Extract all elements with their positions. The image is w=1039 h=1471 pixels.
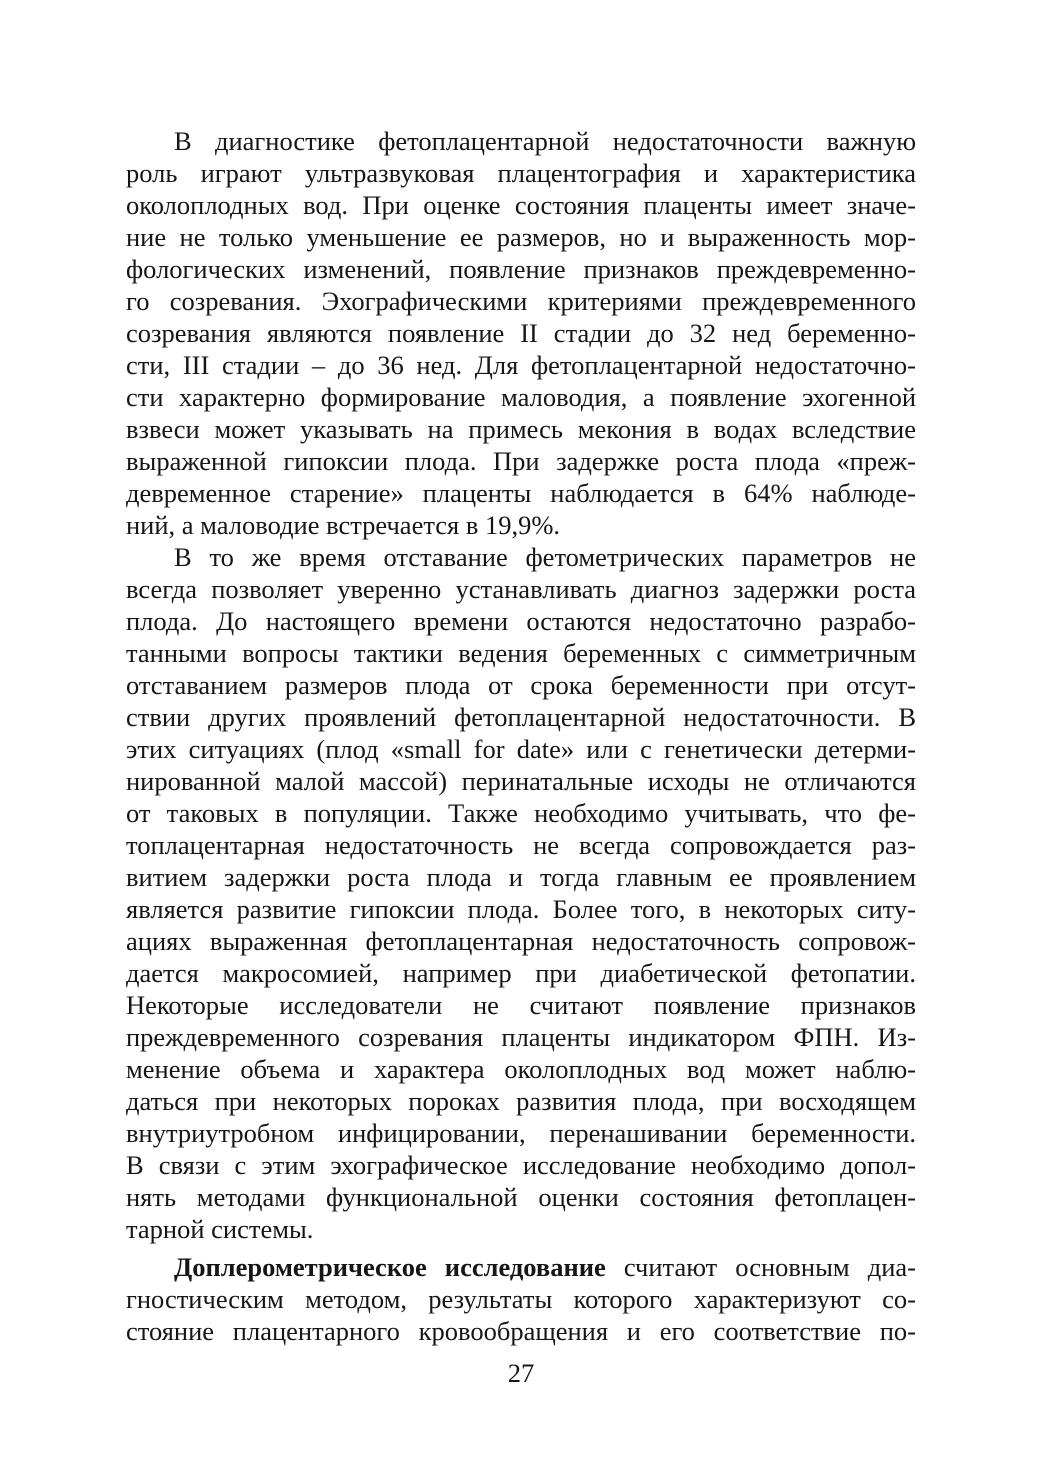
text-line: топлацентарная недостаточность не всегда сопровождается раз- [126,830,916,860]
text-line: фологических изменений, появление признаков преждевременно- [126,254,916,284]
text-line: всегда позволяет уверенно устанавливать диагноз задержки роста [126,574,916,604]
text-line: В диагностике фетоплацентарной недостаточности важную [174,126,916,156]
text-line: даться при некоторых пороках развития плода, при восходящем [126,1086,916,1116]
paragraph [126,125,916,541]
text-line: Некоторые исследователи не считают появление признаков [126,990,916,1020]
paragraph [126,541,916,1245]
text-line: нированной малой массой) перинатальные исходы не отличаются [126,766,916,796]
text-line: околоплодных вод. При оценке состояния плаценты имеет значе- [126,190,916,220]
text-line: сти, III стадии – до 36 нед. Для фетоплацентарной недостаточно- [126,350,916,380]
text-line: ние не только уменьшение ее размеров, но и выраженность мор- [126,222,916,252]
text-line: плода. До настоящего времени остаются недостаточно разрабо- [126,606,916,636]
text-line: витием задержки роста плода и тогда главным ее проявлением [126,862,916,892]
bold-term: Доплерометрическое исследование [174,1252,606,1282]
text-line: гностическим методом, результаты которого характеризуют со- [126,1284,916,1314]
text-line: нять методами функциональной оценки состояния фетоплацен- [126,1182,916,1212]
text-line: отставанием размеров плода от срока беременности при отсут- [126,670,916,700]
body-text [126,125,916,1347]
text-line: взвеси может указывать на примесь мекония в водах вследствие [126,414,916,444]
text-line: В связи с этим эхографическое исследование необходимо допол- [126,1150,916,1180]
text-line: роль играют ультразвуковая плацентография и характеристика [126,158,916,188]
text-line: менение объема и характера околоплодных вод может наблю- [126,1054,916,1084]
text-line [126,1251,916,1283]
text-line: стояние плацентарного кровообращения и его соответствие по- [126,1316,916,1346]
text-line: тарной системы. [126,1214,314,1244]
text-line: дается макросомией, например при диабетической фетопатии. [126,958,916,988]
text-line: внутриутробном инфицировании, перенашивании беременности. [126,1118,916,1148]
text-line-rest: считают основным диа- [623,1252,916,1282]
text-line: сти характерно формирование маловодия, а появление эхогенной [126,382,916,412]
text-line: преждевременного созревания плаценты индикатором ФПН. Из- [126,1022,916,1052]
text-line: этих ситуациях (плод «small for date» или с генетически детерми- [126,734,916,764]
text-line: В то же время отставание фетометрических параметров не [174,542,916,572]
text-line: ствии других проявлений фетоплацентарной недостаточности. В [126,702,916,732]
text-line: девременное старение» плаценты наблюдается в 64% наблюде- [126,478,916,508]
text-line: ний, а маловодие встречается в 19,9%. [126,510,561,540]
text-line: является развитие гипоксии плода. Более того, в некоторых ситу- [126,894,916,924]
text-line: ациях выраженная фетоплацентарная недостаточность сопровож- [126,926,916,956]
text-line: выраженной гипоксии плода. При задержке роста плода «преж- [126,446,916,476]
page-number: 27 [507,1358,535,1388]
text-line: от таковых в популяции. Также необходимо учитывать, что фе- [126,798,916,828]
text-line: танными вопросы тактики ведения беременных с симметричным [126,638,916,668]
text-line: созревания являются появление II стадии до 32 нед беременно- [126,318,916,348]
text-line: го созревания. Эхографическими критериями преждевременного [126,286,916,316]
paragraph [126,1251,916,1347]
